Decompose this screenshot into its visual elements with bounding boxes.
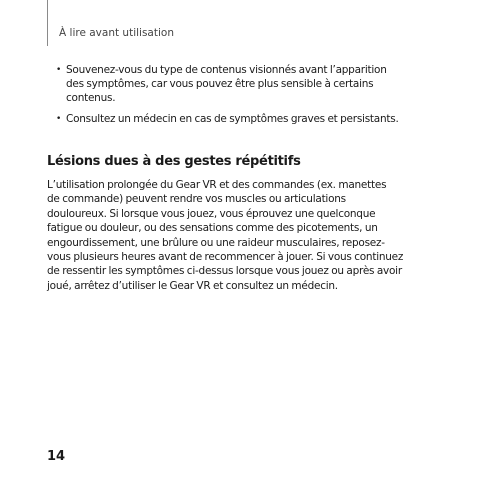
paragraph-line: de ressentir les symptômes ci-dessus lorsque vous jouez ou après avoir	[47, 265, 402, 278]
bullet-item	[50, 63, 450, 106]
header-divider	[47, 0, 48, 46]
paragraph-line: joué, arrêtez d’utiliser le Gear VR et consultez un médecin.	[47, 279, 338, 292]
paragraph-line: fatigue ou douleur, ou des sensations comme des picotements, un	[47, 222, 378, 235]
section-heading: Lésions dues à des gestes répétitifs	[47, 154, 301, 169]
body-paragraph	[47, 178, 447, 293]
bullet-item	[50, 112, 450, 126]
running-header: À lire avant utilisation	[59, 27, 174, 39]
bullet-line: des symptômes, car vous pouvez être plus sensible à certains	[66, 78, 374, 91]
bullet-dot-icon: •	[56, 65, 62, 75]
bullet-line: Souvenez-vous du type de contenus visionnés avant l’apparition	[66, 64, 387, 76]
paragraph-line: engourdissement, une brûlure ou une raideur musculaires, reposez-	[47, 236, 385, 249]
paragraph-line: de commande) peuvent rendre vos muscles ou articulations	[47, 193, 346, 206]
paragraph-line: L’utilisation prolongée du Gear VR et des commandes (ex. manettes	[47, 179, 387, 191]
bullet-list	[50, 63, 450, 132]
paragraph-line: douloureux. Si lorsque vous jouez, vous éprouvez une quelconque	[47, 207, 376, 220]
bullet-line: contenus.	[66, 92, 116, 105]
bullet-line: Consultez un médecin en cas de symptômes graves et persistants.	[66, 112, 399, 125]
page-number: 14	[47, 449, 66, 464]
paragraph-line: vous plusieurs heures avant de recommencer à jouer. Si vous continuez	[47, 251, 404, 264]
bullet-dot-icon: •	[56, 113, 62, 124]
